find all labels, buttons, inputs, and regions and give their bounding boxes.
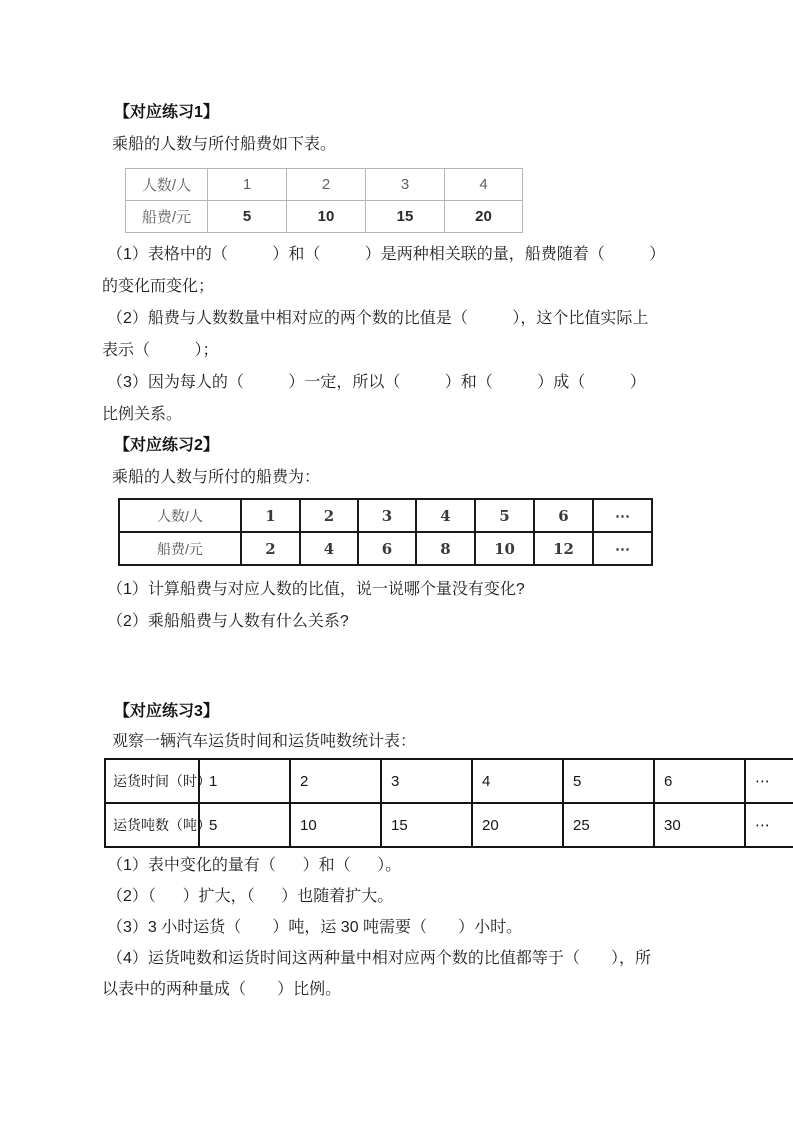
table-cell: 2 [290, 759, 381, 803]
table-cell: 30 [654, 803, 745, 847]
question-line: （1）表格中的（ ）和（ ）是两种相关联的量，船费随着（ ） [107, 246, 666, 263]
question-line: （2）船费与人数数量中相对应的两个数的比值是（ ），这个比值实际上 [107, 310, 649, 327]
table-row [126, 169, 523, 201]
table-cell: 2 [287, 169, 366, 201]
question-list [100, 574, 793, 638]
ellipsis-cell: ⋯ [593, 532, 652, 565]
question-line: 比例关系。 [102, 406, 183, 423]
table-row [105, 803, 793, 847]
table-cell: 10 [475, 532, 534, 565]
table-cell: 4 [445, 169, 523, 201]
section-intro: 乘船的人数与所付船费如下表。 [112, 136, 337, 153]
question-list [100, 850, 793, 1005]
table-cell: 20 [472, 803, 563, 847]
people-fare-table-2 [118, 498, 653, 566]
table-cell: 6 [654, 759, 745, 803]
table-cell: 人数/人 [126, 169, 208, 201]
table-cell: 6 [358, 532, 416, 565]
table-cell: 10 [287, 201, 366, 233]
section-title: 【对应练习2】 [114, 437, 219, 454]
section-title: 【对应练习1】 [114, 104, 219, 121]
question-line: （4）运货吨数和运货时间这两种量中相对应两个数的比值都等于（ ），所 [107, 950, 652, 967]
question-line: （3）因为每人的（ ）一定，所以（ ）和（ ）成（ ） [107, 374, 646, 391]
cargo-stats-table [104, 758, 793, 848]
ellipsis-cell: ⋯ [745, 759, 793, 803]
exercise-section-1 [100, 103, 793, 431]
table-cell: 5 [208, 201, 287, 233]
table-row [119, 499, 652, 532]
table-cell: 4 [416, 499, 475, 532]
section-title: 【对应练习3】 [114, 703, 219, 720]
table-row [105, 759, 793, 803]
ellipsis-cell: ⋯ [593, 499, 652, 532]
table-cell: 运货时间（时） [105, 759, 199, 803]
table-cell: 5 [199, 803, 290, 847]
question-line: 表示（ ）； [102, 342, 219, 359]
table-row [126, 201, 523, 233]
table-cell: 船费/元 [126, 201, 208, 233]
table-cell: 1 [208, 169, 287, 201]
question-line: （1）计算船费与对应人数的比值，说一说哪个量没有变化? [107, 581, 525, 598]
table-cell: 15 [381, 803, 472, 847]
table-cell: 3 [366, 169, 445, 201]
table-cell: 3 [381, 759, 472, 803]
table-cell: 1 [199, 759, 290, 803]
question-line: （3）3 小时运货（ ）吨，运 30 吨需要（ ）小时。 [107, 919, 523, 936]
section-intro: 观察一辆汽车运货时间和运货吨数统计表： [112, 733, 417, 750]
table-cell: 4 [300, 532, 358, 565]
table-cell: 1 [241, 499, 300, 532]
question-line: （2）（ ）扩大，（ ）也随着扩大。 [107, 888, 394, 905]
table-cell: 25 [563, 803, 654, 847]
table-cell: 8 [416, 532, 475, 565]
table-cell: 5 [563, 759, 654, 803]
section-intro: 乘船的人数与所付的船费为： [112, 469, 321, 486]
table-row [119, 532, 652, 565]
people-fare-table-1 [125, 168, 523, 233]
table-cell: 人数/人 [119, 499, 241, 532]
question-line: （2）乘船船费与人数有什么关系? [107, 613, 349, 630]
cargo-stats-table-wrapper [104, 758, 793, 848]
table-cell: 2 [241, 532, 300, 565]
table-cell: 4 [472, 759, 563, 803]
table-cell: 运货吨数（吨） [105, 803, 199, 847]
table-cell: 5 [475, 499, 534, 532]
question-line: 以表中的两种量成（ ）比例。 [102, 981, 342, 998]
exercise-section-3 [100, 702, 793, 1005]
table-cell: 3 [358, 499, 416, 532]
table-cell: 船费/元 [119, 532, 241, 565]
ellipsis-cell: ⋯ [745, 803, 793, 847]
question-line: （1）表中变化的量有（ ）和（ ）。 [107, 857, 402, 874]
table-cell: 20 [445, 201, 523, 233]
table-cell: 10 [290, 803, 381, 847]
question-line: 的变化而变化； [102, 278, 215, 295]
table-cell: 2 [300, 499, 358, 532]
table-cell: 12 [534, 532, 593, 565]
table-cell: 15 [366, 201, 445, 233]
table-cell: 6 [534, 499, 593, 532]
question-list [100, 239, 793, 431]
exercise-section-2 [100, 436, 793, 638]
